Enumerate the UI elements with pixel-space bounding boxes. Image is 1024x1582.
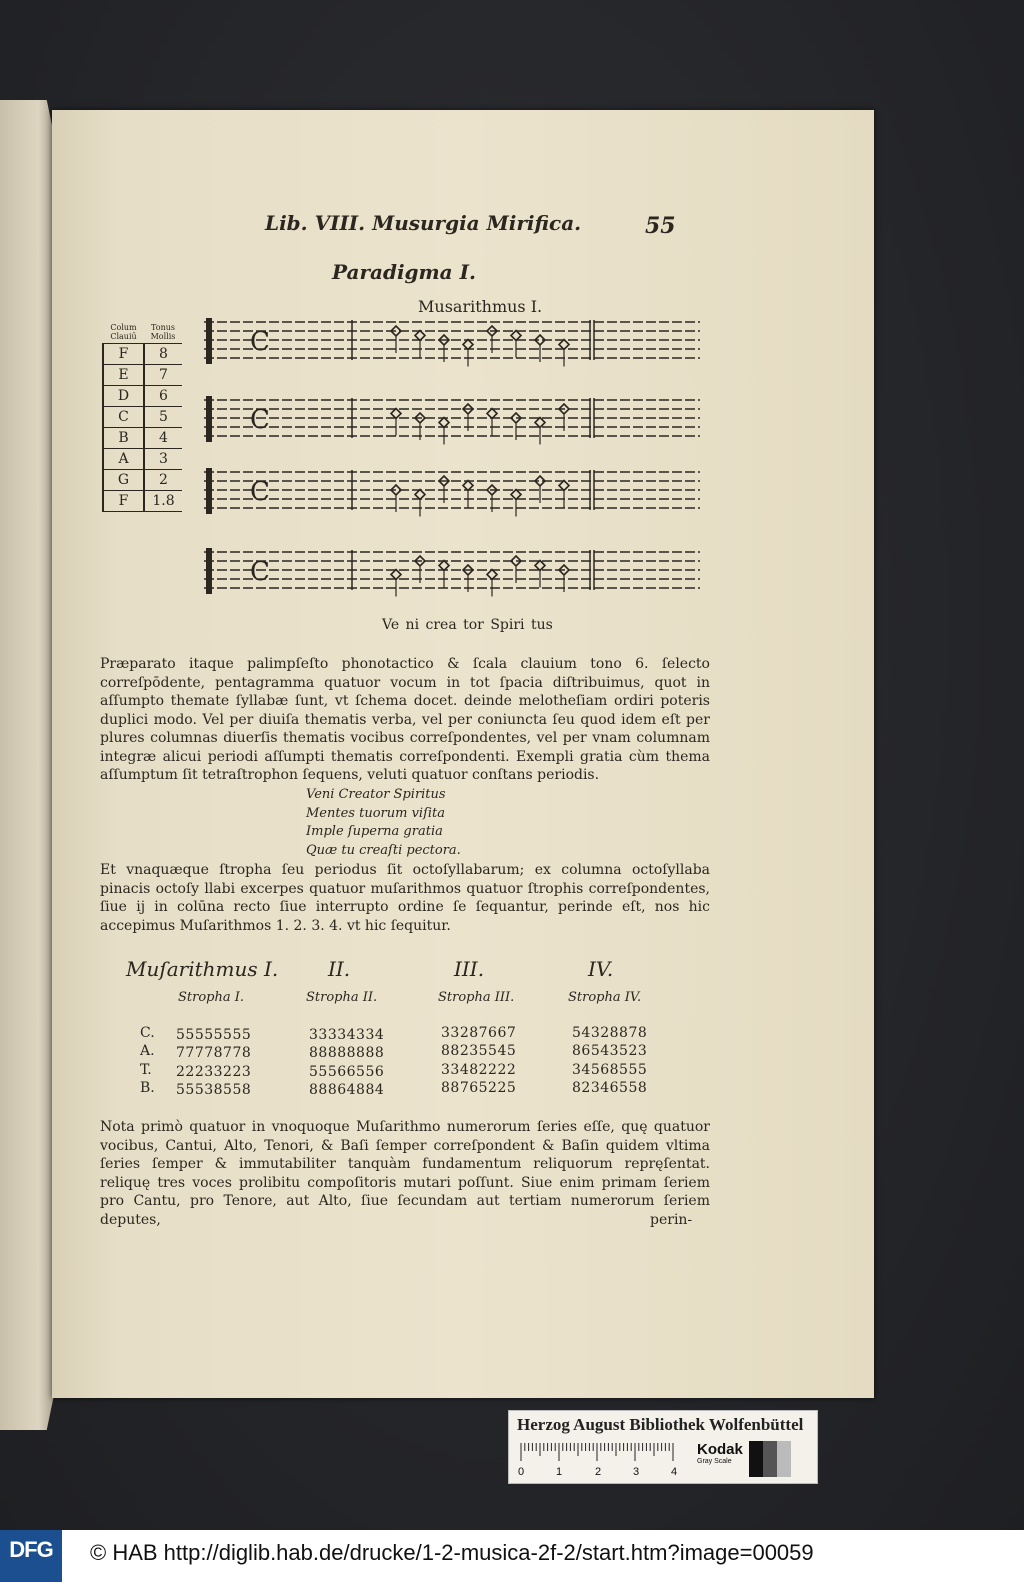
number-cell: 86543523 (572, 1043, 648, 1059)
key-cell: F (103, 344, 144, 365)
number-cell: 77778778 (176, 1045, 252, 1061)
number-cell: 33287667 (441, 1025, 517, 1041)
ruler-scale (519, 1443, 679, 1463)
number-cell: 88235545 (441, 1043, 517, 1059)
number-cell: 82346558 (572, 1080, 648, 1096)
staff (204, 318, 700, 367)
gray-scale-patch (749, 1441, 791, 1477)
staff (204, 396, 700, 445)
paragraph-note: Nota primò quatuor in vnoquoque Muſarithmo numerorum ſeries eſſe, quę quatuor vocibus, Cantui, Alto, Tenori, & Baſi ſemper correſpondent & Baſin quidem vltima ſeries ſemper & immutabiliter tanquàm fundamentum reliquorum repręſentat. reliquę tres voces prolibitu compoſitoris mutari poſſunt. Siue enim primam ſeriem pro Cantu, pro Tenore, aut Alto, ſiue ſecundam aut tertiam numerorum ſeriem deputes, (100, 1119, 710, 1228)
table-header: II. (328, 957, 351, 981)
number-cell: 22233223 (176, 1064, 252, 1080)
key-cell: B (103, 428, 144, 449)
footer-bar (0, 1530, 1024, 1582)
scale-tick: 1 (556, 1466, 563, 1478)
page-number: 55 (645, 213, 676, 239)
scale-tick: 3 (633, 1466, 640, 1478)
number-cell: 88765225 (441, 1080, 517, 1096)
key-row (103, 365, 182, 386)
tone-cell: 4 (144, 428, 182, 449)
paradigm-title: Paradigma I. (332, 260, 476, 284)
table-subheader: Stropha I. (178, 990, 245, 1005)
verse-line: Quæ tu creaſti pectora. (306, 843, 461, 858)
dfg-logo: DFG (0, 1530, 62, 1582)
musarithm-label: Musarithmus I. (418, 297, 543, 316)
tone-cell: 5 (144, 407, 182, 428)
number-cell: 88888888 (309, 1045, 385, 1061)
svg-text:C: C (250, 477, 270, 507)
tone-cell: 3 (144, 449, 182, 470)
key-col-header: Colum Clauiū (103, 322, 144, 344)
tone-col-header: Tonus Mollis (144, 322, 182, 344)
key-table (102, 322, 182, 512)
key-cell: F (103, 491, 144, 512)
key-cell: C (103, 407, 144, 428)
library-label (508, 1410, 818, 1484)
tone-cell: 8 (144, 344, 182, 365)
key-row (103, 449, 182, 470)
table-header: III. (454, 957, 485, 981)
scale-tick: 0 (518, 1466, 525, 1478)
voice-label: C. (140, 1025, 155, 1041)
paragraph-intro: Præparato itaque palimpſeſto phonotactico & ſcala clauium tono 6. ſelecto correſpōdente, pentagramma quatuor vocum in tot ſpacia diſtribuimus, quot in aſſumpto themate ſyllabæ ſunt, vt ſchema docet. deinde melotheſiam ordiri poteris duplici modo. Vel per diuiſa thematis verba, vel per coniuncta ſeu quod idem eſt per plures columnas diuerſis thematis vocibus correſpondentes, vel per vnam columnam integræ alicui periodi aſſumpti thematis correſpondenti. Exempli gratia cùm thema aſſumptum ſit tetraſtrophon ſequens, veluti quatuor conſtans periodis. (100, 656, 710, 783)
number-cell: 55566556 (309, 1064, 385, 1080)
verse-line: Mentes tuorum viſita (306, 806, 446, 821)
table-subheader: Stropha IV. (568, 990, 642, 1005)
tone-cell: 1.8 (144, 491, 182, 512)
key-cell: A (103, 449, 144, 470)
table-header: IV. (588, 957, 614, 981)
kodak-brand: Kodak (697, 1441, 743, 1458)
table-header: Muſarithmus I. (126, 957, 279, 981)
lyrics-line: Ve ni crea tor Spiri tus (382, 617, 553, 633)
staff (204, 548, 700, 597)
scale-tick: 2 (595, 1466, 602, 1478)
key-row (103, 491, 182, 512)
key-row (103, 470, 182, 491)
key-cell: E (103, 365, 144, 386)
number-cell: 33334334 (309, 1027, 385, 1043)
verse-line: Imple ſuperna gratia (306, 824, 443, 839)
svg-text:C: C (250, 327, 270, 357)
voice-label: B. (140, 1080, 155, 1096)
number-cell: 33482222 (441, 1062, 517, 1078)
staff (204, 468, 700, 517)
gray-scale-label: Gray Scale (697, 1458, 732, 1465)
catchword: perin- (650, 1212, 693, 1228)
copyright-url[interactable]: © HAB http://diglib.hab.de/drucke/1-2-musica-2f-2/start.htm?image=00059 (90, 1540, 814, 1565)
key-row (103, 428, 182, 449)
number-cell: 55538558 (176, 1082, 252, 1098)
music-staves (200, 312, 705, 612)
number-cell: 55555555 (176, 1027, 252, 1043)
number-cell: 88864884 (309, 1082, 385, 1098)
number-cell: 34568555 (572, 1062, 648, 1078)
key-row (103, 386, 182, 407)
voice-label: A. (140, 1043, 155, 1059)
key-row (103, 407, 182, 428)
tone-cell: 2 (144, 470, 182, 491)
library-name: Herzog August Bibliothek Wolfenbüttel (517, 1415, 804, 1434)
key-cell: G (103, 470, 144, 491)
table-subheader: Stropha II. (306, 990, 378, 1005)
left-page-edge (0, 100, 55, 1430)
svg-text:C: C (250, 405, 270, 435)
verse-line: Veni Creator Spiritus (306, 787, 446, 802)
paragraph-strophe: Et vnaquæque ſtropha ſeu periodus ſit octoſyllabarum; ex columna octoſyllaba pinacis octoſy llabi excerpes quatuor muſarithmos quatuor ſtrophis correſpondentes, ſiue ij in colūna recto ſiue interrupto ordine ſe ſequantur, perinde eſt, nos hic accepimus Muſarithmos 1. 2. 3. 4. vt hic ſequitur. (100, 862, 710, 934)
svg-text:C: C (250, 557, 270, 587)
table-subheader: Stropha III. (438, 990, 515, 1005)
tone-cell: 6 (144, 386, 182, 407)
key-cell: D (103, 386, 144, 407)
scale-tick: 4 (671, 1466, 678, 1478)
running-head: Lib. VIII. Musurgia Mirifica. (265, 211, 582, 235)
number-cell: 54328878 (572, 1025, 648, 1041)
key-row (103, 344, 182, 365)
tone-cell: 7 (144, 365, 182, 386)
voice-label: T. (140, 1062, 152, 1078)
